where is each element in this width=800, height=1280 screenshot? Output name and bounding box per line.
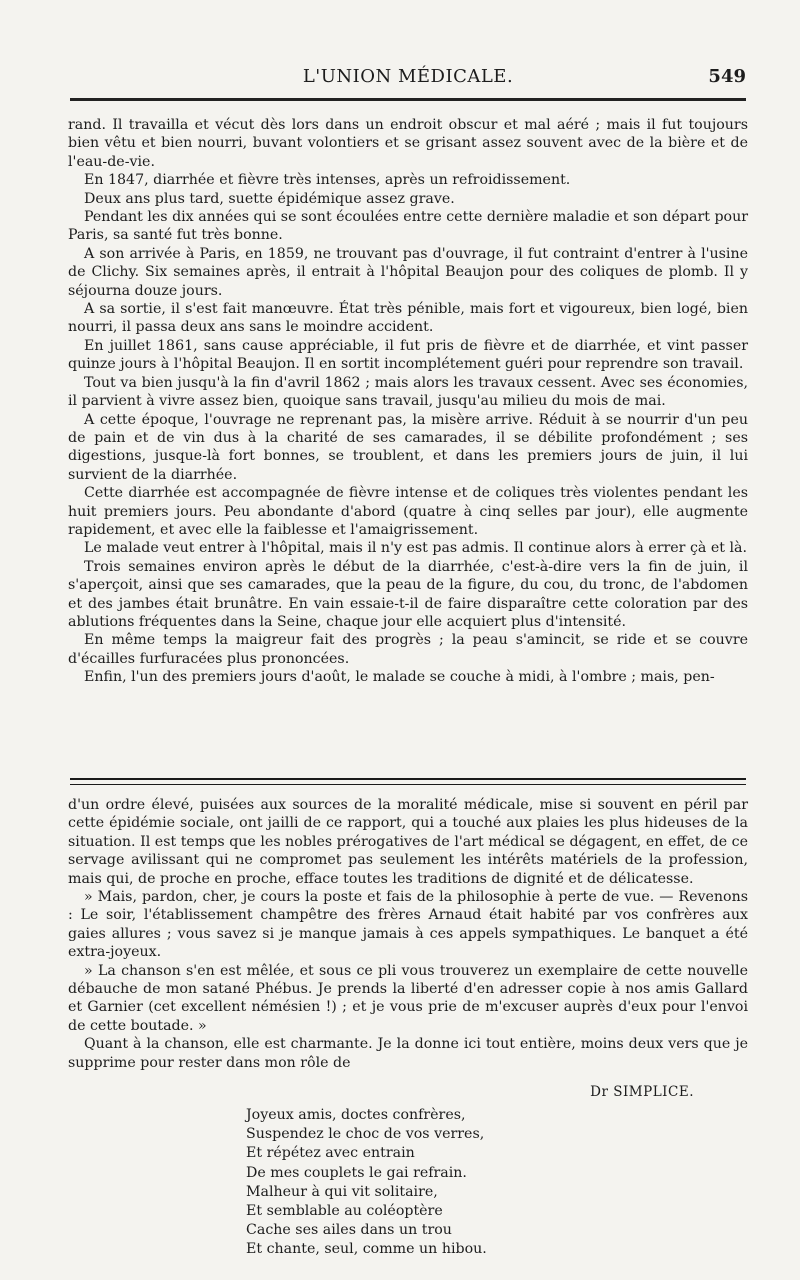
feuilleton-divider: [70, 778, 746, 785]
feuilleton-paragraph: d'un ordre élevé, puisées aux sources de la moralité médicale, mise si souvent en péril par cette épidémie sociale, ont jailli de ce rapport, qui a touché aux plaies les plus hideuses de la situation. Il est temps que les nobles prérogatives de l'art médical se dégagent, en effet, de ce servage avilissant qui ne compromet pas seulement les intérêts matériels de la profession, mais qui, de proche en proche, efface toutes les traditions de dignité et de délicatesse.: [68, 797, 748, 887]
article-paragraph: En même temps la maigreur fait des progrès ; la peau s'amincit, se ride et se couvre d'écailles furfuracées plus prononcées.: [68, 632, 748, 667]
author-signature: Dr SIMPLICE.: [590, 1084, 694, 1100]
journal-title: L'UNION MÉDICALE.: [302, 66, 514, 87]
article-paragraph: Deux ans plus tard, suette épidémique assez grave.: [84, 190, 455, 207]
article-paragraph: En 1847, diarrhée et fièvre très intenses, après un refroidissement.: [84, 172, 571, 189]
running-header: [70, 66, 746, 92]
article-paragraph: Tout va bien jusqu'à la fin d'avril 1862 ; mais alors les travaux cessent. Avec ses économies, il parvient à vivre assez bien, quoique sans travail, jusqu'au milieu du mois de mai.: [68, 374, 748, 410]
article-paragraph: Enfin, l'un des premiers jours d'août, le malade se couche à midi, à l'ombre ; mais, pen-: [84, 669, 715, 686]
article-paragraph: Le malade veut entrer à l'hôpital, mais il n'y est pas admis. Il continue alors à errer çà et là.: [84, 540, 747, 557]
article-paragraph: A sa sortie, il s'est fait manœuvre. État très pénible, mais fort et vigoureux, bien logé, bien nourri, il passa deux ans sans le moindre accident.: [68, 301, 748, 336]
verse-line: Malheur à qui vit solitaire,: [246, 1183, 438, 1200]
song-verse: [246, 1106, 566, 1260]
article-paragraph: A cette époque, l'ouvrage ne reprenant pas, la misère arrive. Réduit à se nourrir d'un peu de pain et de vin dus à la charité de ses camarades, il se débilite profondément ; ses digestions, jusque-là fort bonnes, se troublent, et dans les premiers jours de juin, il lui survient de la diarrhée.: [68, 411, 748, 483]
verse-line: Et chante, seul, comme un hibou.: [246, 1241, 487, 1258]
verse-line: Et semblable au coléoptère: [246, 1203, 443, 1220]
feuilleton-paragraph: » Mais, pardon, cher, je cours la poste et fais de la philosophie à perte de vue. — Revenons : Le soir, l'établissement champêtre des frères Arnaud était habité par vos confrères aux gaies allures ; vous savez si je manque jamais à ces appels sympathiques. Le banquet a été extra-joyeux.: [68, 889, 748, 961]
article-paragraph: A son arrivée à Paris, en 1859, ne trouvant pas d'ouvrage, il fut contraint d'entrer à l'usine de Clichy. Six semaines après, il entrait à l'hôpital Beaujon pour des coliques de plomb. Il y séjourna douze jours.: [68, 245, 748, 299]
article-paragraph: En juillet 1861, sans cause appréciable, il fut pris de fièvre et de diarrhée, et vint passer quinze jours à l'hôpital Beaujon. Il en sortit incomplétement guéri pour reprendre son travail.: [68, 337, 748, 373]
page-number: 549: [708, 66, 746, 87]
verse-line: Cache ses ailes dans un trou: [246, 1222, 452, 1239]
article-paragraph: Pendant les dix années qui se sont écoulées entre cette dernière maladie et son départ pour Paris, sa santé fut très bonne.: [68, 209, 748, 244]
feuilleton-paragraph: » La chanson s'en est mêlée, et sous ce pli vous trouverez un exemplaire de cette nouvelle débauche de mon satané Phébus. Je prends la liberté d'en adresser copie à nos amis Gallard et Garnier (cet excellent némésien !) ; et je vous prie de m'excuser auprès d'eux pour l'envoi de cette boutade. »: [68, 962, 748, 1034]
verse-line: De mes couplets le gai refrain.: [246, 1164, 467, 1181]
feuilleton-column: [68, 796, 748, 1072]
article-paragraph: Trois semaines environ après le début de la diarrhée, c'est-à-dire vers la fin de juin, il s'aperçoit, ainsi que ses camarades, que la peau de la figure, du cou, du tronc, de l'abdomen et des jambes était brunâtre. En vain essaie-t-il de faire disparaître cette coloration par des ablutions fréquentes dans la Seine, chaque jour elle acquiert plus d'intensité.: [68, 558, 748, 630]
main-article-column: [68, 116, 748, 687]
feuilleton-paragraph: Quant à la chanson, elle est charmante. Je la donne ici tout entière, moins deux vers que je supprime pour rester dans mon rôle de: [68, 1036, 748, 1071]
article-paragraph: rand. Il travailla et vécut dès lors dans un endroit obscur et mal aéré ; mais il fut toujours bien vêtu et bien nourri, buvant volontiers et se grisant assez souvent avec de la bière et de l'eau-de-vie.: [68, 117, 748, 170]
verse-line: Suspendez le choc de vos verres,: [246, 1126, 485, 1143]
verse-line: Joyeux amis, doctes confrères,: [246, 1107, 466, 1123]
article-paragraph: Cette diarrhée est accompagnée de fièvre intense et de coliques très violentes pendant les huit premiers jours. Peu abondante d'abord (quatre à cinq selles par jour), elle augmente rapidement, et avec elle la faiblesse et l'amaigrissement.: [68, 485, 748, 538]
header-rule: [70, 98, 746, 101]
verse-line: Et répétez avec entrain: [246, 1145, 415, 1162]
